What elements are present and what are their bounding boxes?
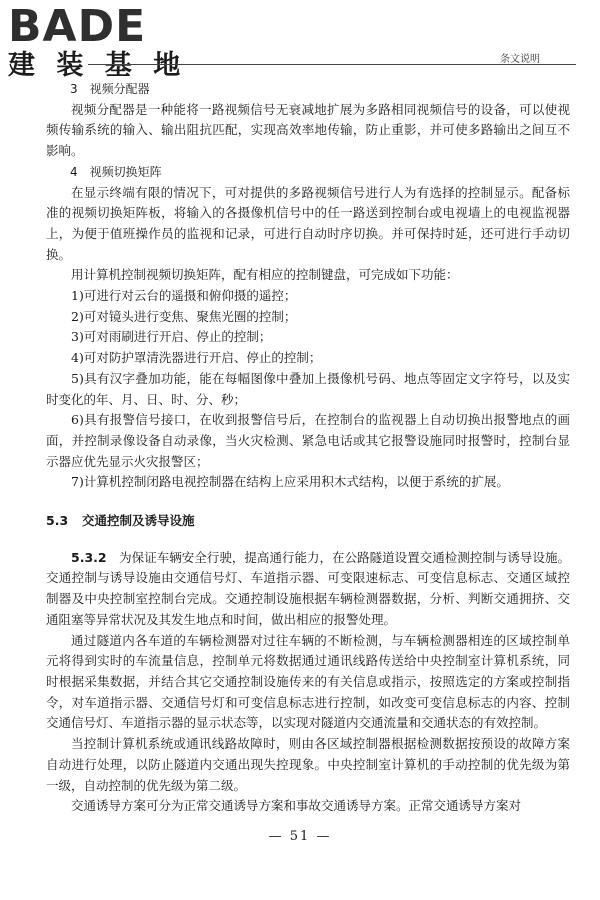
- section-heading-5-3: [46, 511, 570, 532]
- list-item: 5)具有汉字叠加功能，能在每幅图像中叠加上摄像机号码、地点等固定文字符号，以及实时变化的年、月、日、时、分、秒；: [46, 370, 570, 407]
- list-item: 2)可对镜头进行变焦、聚焦光圈的控制；: [71, 308, 297, 324]
- page-body: [46, 79, 570, 817]
- heading-video-matrix: 4 视频切换矩阵: [70, 164, 162, 179]
- clause-number: 5.3.2: [71, 549, 107, 565]
- paragraph-video-matrix: 在显示终端有限的情况下，可对提供的多路视频信号进行人为有选择的控制显示。配备标准的视频切换矩阵板，将输入的各摄像机信号中的任一路送到控制台或电视墙上的电视监视器上，为便于值班操作员的监视和记录，可进行自动时序切换。并可保持时延，还可进行手动切换。: [46, 184, 570, 262]
- section-number: 5.3: [46, 513, 69, 529]
- paragraph-guidance-schemes: 交通诱导方案可分为正常交通诱导方案和事故交通诱导方案。正常交通诱导方案对: [71, 798, 522, 814]
- list-item: 3)可对雨刷进行开启、停止的控制；: [71, 329, 272, 345]
- list-item: 4)可对防护罩清洗器进行开启、停止的控制；: [71, 350, 322, 366]
- logo-wordmark: BADE: [8, 1, 147, 52]
- clause-text: 为保证车辆安全行驶，提高通行能力，在公路隧道设置交通检测控制与诱导设施。交通控制与诱导设施由交通信号灯、车道指示器、可变限速标志、可变信息标志、交通区域控制器及中央控制室控制台完成。交通控制设施根据车辆检测器数据，分析、判断交通拥挤、交通阻塞等异常状况及其发生地点和时间，做出相应的报警处理。: [46, 549, 570, 627]
- list-item: 6)具有报警信号接口，在收到报警信号后，在控制台的监视器上自动切换出报警地点的画面，并控制录像设备自动录像，当火灾检测、紧急电话或其它报警设施同时报警时，控制台显示器应优先显示火灾报警区；: [46, 412, 570, 469]
- running-header: 条文说明: [500, 54, 540, 65]
- paragraph-clause-5-3-2: [46, 548, 570, 631]
- paragraph-matrix-functions: 用计算机控制视频切换矩阵，配有相应的控制键盘，可完成如下功能：: [71, 267, 459, 283]
- header-rule: [88, 64, 576, 65]
- paragraph-video-distributor: 视频分配器是一种能将一路视频信号无衰减地扩展为多路相同视频信号的设备，可以使视频传输系统的输入、输出阻抗匹配，实现高效率地传输，防止重影，并可使多路输出之间互不影响。: [46, 101, 570, 159]
- section-title: 交通控制及诱导设施: [82, 513, 195, 529]
- heading-video-distributor: 3 视频分配器: [70, 82, 150, 96]
- logo-chinese: 建 装 基 地: [8, 50, 187, 81]
- paragraph-detector-control: 通过隧道内各车道的车辆检测器对过往车辆的不断检测，与车辆检测器相连的区域控制单元将得到实时的车流量信息，控制单元将数据通过通讯线路传送给中央控制室计算机系统，同时根据采集数据，并结合其它交通控制设施传来的有关信息或指示，按照选定的方案或控制指令，对车道指示器、交通信号灯和可变信息标志进行控制，如改变可变信息标志的内容、控制交通信号灯、车道指示器的显示状态等，以实现对隧道内交通流量和交通状态的有效控制。: [46, 632, 570, 731]
- paragraph-fault-handling: 当控制计算机系统或通讯线路故障时，则由各区域控制器根据检测数据按预设的故障方案自动进行处理，以防止隧道内交通出现失控现象。中央控制室计算机的手动控制的优先级为第一级，自动控制的优先级为第二级。: [46, 736, 570, 793]
- page-number: — 51 —: [268, 829, 332, 844]
- list-item: 1)可进行对云台的遥摄和俯仰摄的遥控；: [71, 288, 297, 304]
- list-item: 7)计算机控制闭路电视控制器在结构上应采用积木式结构，以便于系统的扩展。: [71, 474, 509, 490]
